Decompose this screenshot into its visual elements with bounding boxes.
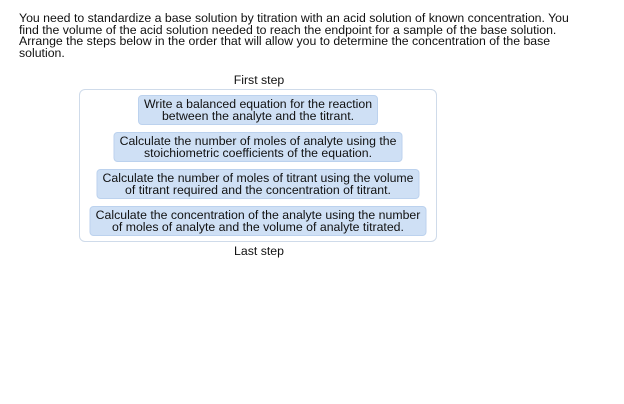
sortable-step-list xyxy=(79,89,437,242)
step-text-line: stoichiometric coefficients of the equation. xyxy=(143,146,373,160)
step-text-line: between the analyte and the titrant. xyxy=(161,109,355,123)
step-item[interactable] xyxy=(97,169,420,199)
step-text-line: Calculate the number of moles of analyte using the xyxy=(119,134,397,148)
question-prompt: You need to standardize a base solution by titration with an acid solution of known concentration. You find the volume of the acid solution needed to reach the endpoint for a sample of the base solution. Arrange the steps below in the order that will allow you to determine the concentration of the base solution. xyxy=(19,11,569,60)
step-text-line: Calculate the number of moles of titrant using the volume xyxy=(102,171,414,185)
step-text-line: Calculate the concentration of the analyte using the number xyxy=(95,208,421,222)
first-step-label: First step xyxy=(233,73,285,87)
step-item[interactable] xyxy=(138,95,378,125)
step-text-line: of moles of analyte and the volume of analyte titrated. xyxy=(112,220,404,234)
step-text-line: Write a balanced equation for the reaction xyxy=(144,97,373,111)
last-step-label: Last step xyxy=(234,244,284,258)
step-text-line: of titrant required and the concentration of titrant. xyxy=(125,183,391,197)
step-item[interactable] xyxy=(114,132,403,162)
step-item[interactable] xyxy=(90,206,427,236)
